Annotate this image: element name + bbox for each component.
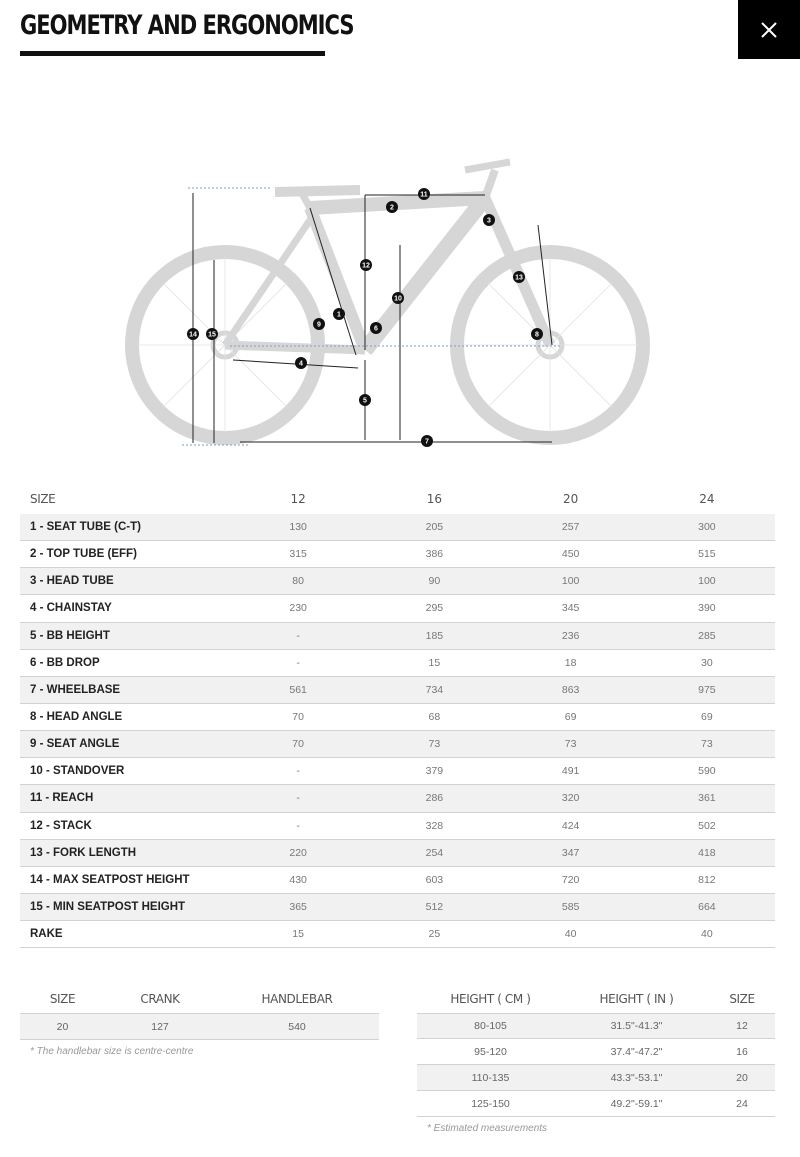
row-value: 49.2"-59.1" (610, 1097, 663, 1110)
row-label: 15 - MIN SEATPOST HEIGHT (30, 901, 186, 914)
row-value: 185 (425, 629, 444, 642)
row-label: RAKE (30, 928, 63, 941)
table-row (20, 595, 775, 622)
row-value: 418 (698, 846, 716, 859)
row-value: - (296, 819, 300, 832)
table-row (20, 704, 775, 731)
rider-height-table (417, 985, 775, 1134)
row-value: 70 (292, 711, 304, 724)
row-value: - (296, 792, 300, 805)
row-value: 73 (564, 738, 577, 751)
row-label: 3 - HEAD TUBE (30, 575, 114, 588)
callout-1 (333, 308, 345, 320)
svg-text:11: 11 (420, 191, 428, 199)
row-value: 328 (425, 819, 444, 832)
size-col-24: 24 (699, 492, 715, 506)
geometry-header-row (20, 484, 775, 514)
row-value: 100 (698, 575, 716, 588)
row-label: 1 - SEAT TUBE (C-T) (30, 521, 141, 534)
row-label: 8 - HEAD ANGLE (30, 711, 123, 724)
row-label: 6 - BB DROP (30, 656, 100, 669)
row-value: 69 (564, 711, 577, 724)
callout-7 (421, 435, 433, 447)
row-value: 379 (425, 765, 444, 778)
row-value: 15 (428, 656, 441, 669)
row-value: 31.5"-41.3" (610, 1020, 663, 1032)
row-value: 515 (698, 548, 716, 561)
page-title: GEOMETRY AND ERGONOMICS (20, 10, 354, 41)
svg-text:8: 8 (535, 331, 539, 339)
callout-3 (483, 214, 495, 226)
handlebar-note: * The handlebar size is centre-centre (30, 1046, 194, 1057)
close-icon (760, 21, 778, 39)
row-value: 450 (561, 548, 580, 561)
row-value: 285 (698, 629, 716, 642)
row-value: 40 (564, 928, 577, 941)
callout-6 (370, 322, 382, 334)
svg-text:5: 5 (363, 397, 367, 405)
table-row (20, 514, 775, 541)
row-value: 37.4"-47.2" (610, 1045, 663, 1058)
row-value: 345 (561, 602, 580, 615)
svg-text:12: 12 (362, 262, 370, 270)
close-button[interactable] (738, 0, 800, 59)
row-value: 130 (289, 521, 307, 534)
row-value: 720 (561, 873, 580, 886)
svg-text:7: 7 (425, 438, 429, 446)
row-value: 257 (561, 521, 580, 534)
table-row (20, 541, 775, 568)
height-cm-header: HEIGHT ( CM ) (450, 992, 531, 1006)
svg-text:2: 2 (390, 204, 394, 212)
row-value: 110-135 (471, 1071, 510, 1084)
callout-13 (513, 271, 525, 283)
row-value: 386 (425, 548, 444, 561)
row-value: 347 (561, 846, 580, 859)
callout-15 (206, 328, 218, 340)
callout-4 (295, 357, 307, 369)
row-value: 734 (425, 683, 444, 696)
row-value: 15 (292, 928, 304, 941)
row-value: 12 (736, 1020, 748, 1032)
svg-text:1: 1 (337, 311, 341, 319)
row-value: 491 (561, 765, 580, 778)
row-value: 590 (698, 765, 716, 778)
table-row (417, 1065, 775, 1091)
row-value: 236 (561, 629, 580, 642)
svg-text:4: 4 (299, 360, 303, 368)
row-value: 585 (561, 901, 580, 914)
row-label: 11 - REACH (30, 792, 94, 805)
row-value: 512 (425, 901, 444, 914)
row-value: 975 (698, 683, 716, 696)
row-value: 69 (701, 711, 713, 724)
row-value: - (296, 765, 300, 778)
row-value: 863 (561, 683, 580, 696)
row-value: 254 (425, 846, 444, 859)
title-underline (20, 51, 325, 56)
table-row (20, 650, 775, 677)
row-value: 230 (289, 602, 307, 615)
height-body (417, 1013, 775, 1117)
size-col-16: 16 (426, 492, 443, 506)
crank-header-row (20, 985, 379, 1013)
row-value: 561 (289, 683, 307, 696)
height-header-row (417, 985, 775, 1013)
crank-size-header: SIZE (49, 992, 76, 1006)
row-value: 80 (292, 575, 304, 588)
row-value: 18 (564, 656, 577, 669)
svg-text:14: 14 (189, 331, 197, 339)
row-value: 20 (736, 1071, 748, 1084)
crank-size-value: 20 (56, 1020, 69, 1033)
row-value: - (296, 656, 300, 669)
row-value: 603 (425, 873, 444, 886)
row-value: 70 (292, 738, 304, 751)
row-label: 5 - BB HEIGHT (30, 629, 110, 642)
callout-14 (187, 328, 199, 340)
svg-text:15: 15 (208, 331, 216, 339)
row-value: 502 (698, 819, 716, 832)
geometry-body (20, 514, 775, 948)
handlebar-value: 540 (288, 1020, 306, 1033)
callout-8 (531, 328, 543, 340)
row-label: 14 - MAX SEATPOST HEIGHT (30, 873, 190, 886)
table-row (20, 623, 775, 650)
row-value: 24 (736, 1097, 748, 1110)
svg-text:13: 13 (515, 274, 523, 282)
row-value: 205 (425, 521, 444, 534)
table-row (20, 894, 775, 921)
svg-text:3: 3 (487, 217, 491, 225)
table-row (20, 758, 775, 785)
row-value: 365 (289, 901, 307, 914)
row-value: 40 (701, 928, 713, 941)
estimate-note: * Estimated measurements (427, 1123, 548, 1134)
table-row (20, 785, 775, 812)
callout-5 (359, 394, 371, 406)
size-header: SIZE (30, 492, 56, 506)
row-value: 390 (698, 602, 716, 615)
callout-9 (313, 318, 325, 330)
row-value: 361 (698, 792, 716, 805)
row-value: 80-105 (474, 1020, 507, 1032)
row-label: 2 - TOP TUBE (EFF) (30, 548, 137, 561)
row-value: 320 (561, 792, 580, 805)
row-value: 95-120 (474, 1045, 507, 1058)
callout-2 (386, 201, 398, 213)
row-label: 12 - STACK (30, 819, 92, 832)
table-row (20, 840, 775, 867)
row-value: 16 (736, 1045, 748, 1058)
crank-table (20, 985, 379, 1057)
row-value: 295 (425, 602, 444, 615)
handlebar-header: HANDLEBAR (261, 992, 333, 1006)
height-size-header: SIZE (729, 992, 755, 1006)
row-value: 315 (289, 548, 307, 561)
row-value: 812 (698, 873, 716, 886)
table-row (20, 921, 775, 948)
callout-11 (418, 188, 430, 200)
table-row (417, 1091, 775, 1117)
size-col-20: 20 (562, 492, 579, 506)
size-col-12: 12 (290, 492, 306, 506)
crank-row (20, 1013, 379, 1040)
row-value: 25 (428, 928, 441, 941)
table-row (20, 813, 775, 840)
row-value: 43.3"-53.1" (610, 1071, 663, 1084)
row-label: 7 - WHEELBASE (30, 683, 121, 696)
row-value: 30 (701, 656, 713, 669)
row-value: 100 (561, 575, 580, 588)
svg-text:10: 10 (394, 295, 402, 303)
height-in-header: HEIGHT ( IN ) (599, 992, 674, 1006)
table-row (20, 677, 775, 704)
row-value: 125-150 (471, 1097, 510, 1110)
table-row (20, 867, 775, 894)
table-row (417, 1013, 775, 1039)
row-value: 286 (425, 792, 444, 805)
svg-text:6: 6 (374, 325, 378, 333)
row-value: 430 (289, 873, 307, 886)
row-label: 10 - STANDOVER (30, 765, 125, 778)
row-value: 68 (428, 711, 441, 724)
crank-value: 127 (151, 1020, 169, 1033)
callout-12 (360, 259, 372, 271)
row-label: 9 - SEAT ANGLE (30, 738, 120, 751)
crank-header: CRANK (140, 992, 180, 1006)
row-value: 300 (698, 521, 716, 534)
row-label: 13 - FORK LENGTH (30, 846, 137, 859)
geometry-table (20, 484, 775, 948)
svg-text:9: 9 (317, 321, 321, 329)
row-value: 90 (428, 575, 441, 588)
row-value: 73 (701, 738, 713, 751)
row-value: 73 (428, 738, 441, 751)
row-value: - (296, 629, 300, 642)
row-label: 4 - CHAINSTAY (30, 602, 112, 615)
table-row (417, 1039, 775, 1065)
table-row (20, 568, 775, 595)
table-row (20, 731, 775, 758)
row-value: 424 (561, 819, 580, 832)
row-value: 664 (698, 901, 716, 914)
row-value: 220 (289, 846, 307, 859)
bike-geometry-diagram (120, 150, 680, 460)
callout-10 (392, 292, 404, 304)
